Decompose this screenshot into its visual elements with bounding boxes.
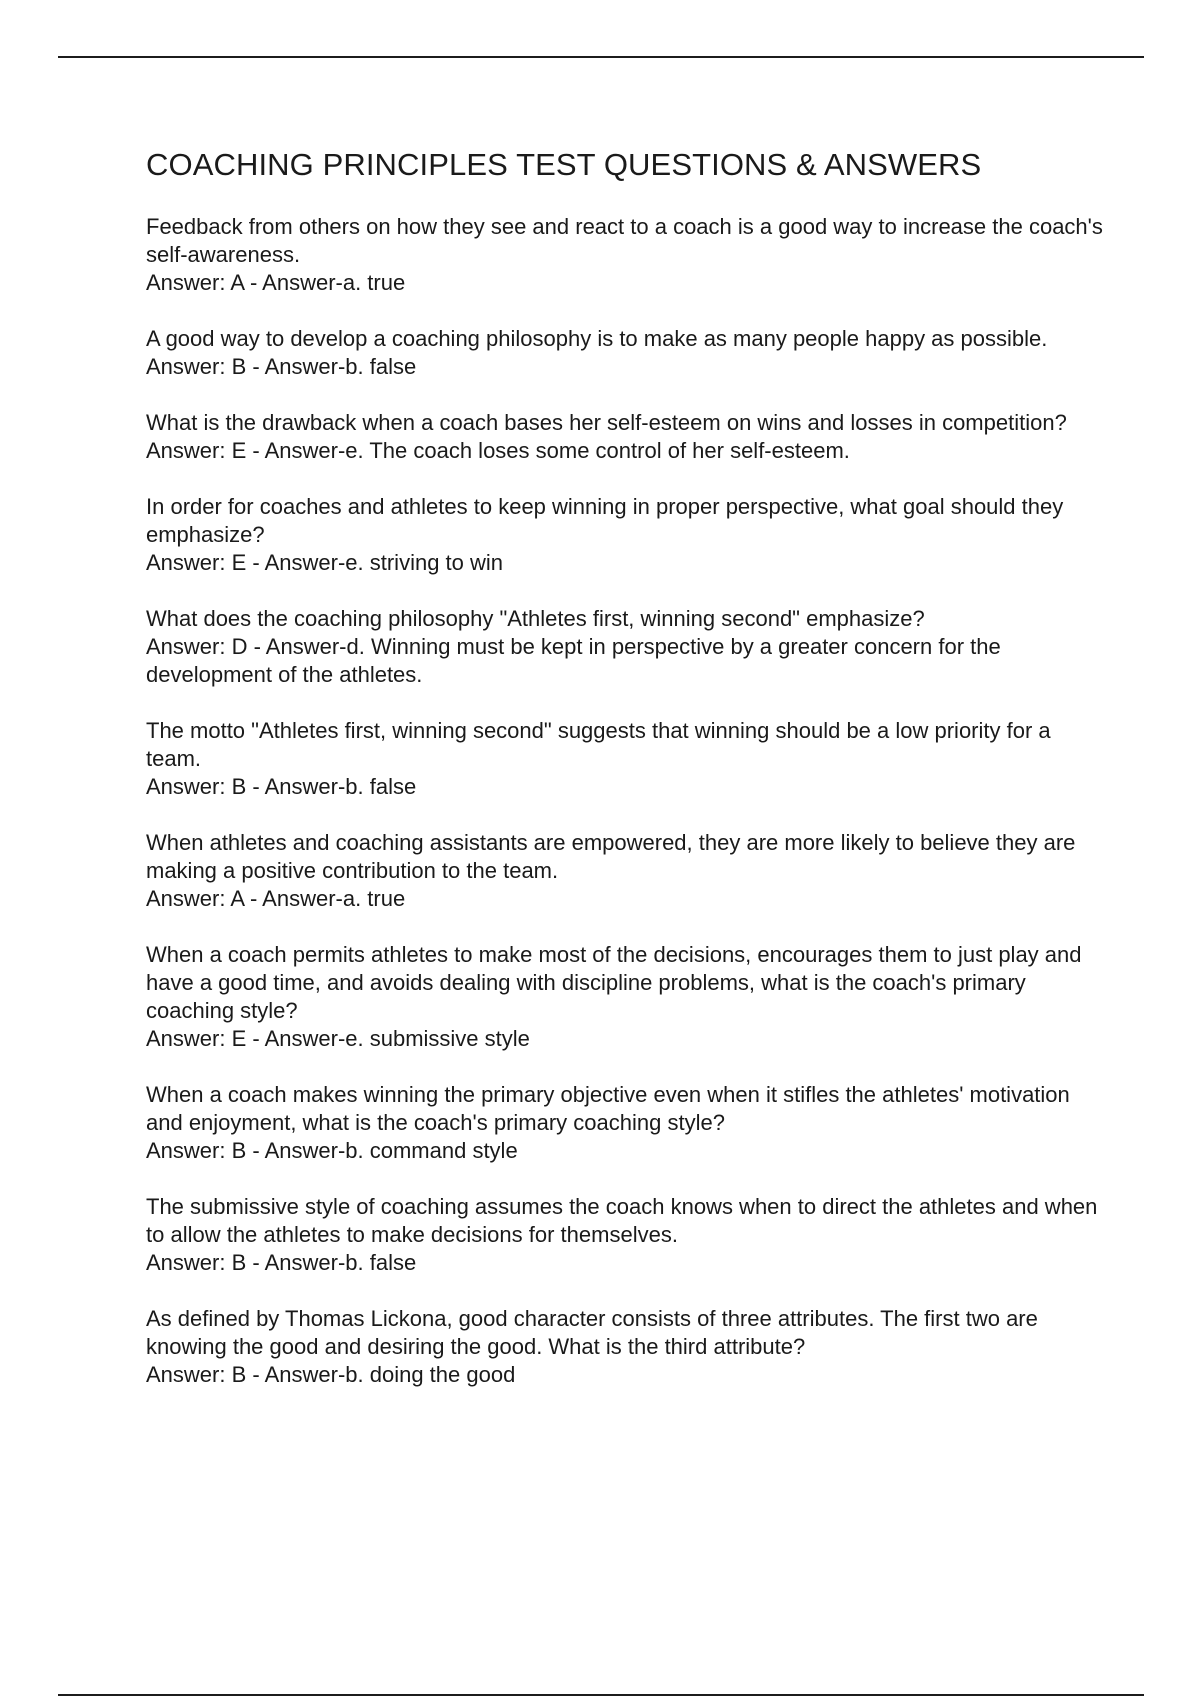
question-text: In order for coaches and athletes to keep winning in proper perspective, what goal should they emphasize? <box>146 494 1064 547</box>
qa-item-2 <box>146 325 1106 381</box>
answer-text: Answer: B - Answer-b. doing the good <box>146 1362 516 1387</box>
answer-text: Answer: E - Answer-e. submissive style <box>146 1026 530 1051</box>
document-title: COACHING PRINCIPLES TEST QUESTIONS & ANSWERS <box>146 147 982 182</box>
answer-text: Answer: B - Answer-b. false <box>146 1250 417 1275</box>
qa-item-6 <box>146 717 1106 801</box>
question-text: A good way to develop a coaching philosophy is to make as many people happy as possible. <box>146 326 1048 351</box>
page-content <box>146 143 1106 1417</box>
qa-item-3 <box>146 409 1106 465</box>
answer-text: Answer: B - Answer-b. false <box>146 354 417 379</box>
qa-item-8 <box>146 941 1106 1053</box>
qa-item-9 <box>146 1081 1106 1165</box>
question-text: What is the drawback when a coach bases her self-esteem on wins and losses in competition? <box>146 410 1067 435</box>
question-text: Feedback from others on how they see and react to a coach is a good way to increase the coach's self-awareness. <box>146 214 1103 267</box>
top-divider <box>58 56 1144 58</box>
qa-item-11 <box>146 1305 1106 1389</box>
answer-text: Answer: B - Answer-b. false <box>146 774 417 799</box>
qa-item-5 <box>146 605 1106 689</box>
answer-text: Answer: A - Answer-a. true <box>146 886 406 911</box>
bottom-divider <box>58 1694 1144 1696</box>
qa-item-10 <box>146 1193 1106 1277</box>
answer-text: Answer: A - Answer-a. true <box>146 270 406 295</box>
question-text: When a coach permits athletes to make most of the decisions, encourages them to just play and have a good time, and avoids dealing with discipline problems, what is the coach's primary coaching style? <box>146 942 1082 1023</box>
qa-list <box>146 213 1106 1389</box>
question-text: When a coach makes winning the primary objective even when it stifles the athletes' motivation and enjoyment, what is the coach's primary coaching style? <box>146 1082 1070 1135</box>
answer-text: Answer: E - Answer-e. The coach loses some control of her self-esteem. <box>146 438 850 463</box>
answer-text: Answer: B - Answer-b. command style <box>146 1138 518 1163</box>
question-text: The submissive style of coaching assumes the coach knows when to direct the athletes and when to allow the athletes to make decisions for themselves. <box>146 1194 1098 1247</box>
question-text: When athletes and coaching assistants are empowered, they are more likely to believe they are making a positive contribution to the team. <box>146 830 1076 883</box>
question-text: What does the coaching philosophy "Athletes first, winning second" emphasize? <box>146 606 925 631</box>
qa-item-4 <box>146 493 1106 577</box>
question-text: As defined by Thomas Lickona, good character consists of three attributes. The first two are knowing the good and desiring the good. What is the third attribute? <box>146 1306 1038 1359</box>
answer-text: Answer: D - Answer-d. Winning must be kept in perspective by a greater concern for the development of the athletes. <box>146 634 1001 687</box>
qa-item-1 <box>146 213 1106 297</box>
answer-text: Answer: E - Answer-e. striving to win <box>146 550 504 575</box>
question-text: The motto "Athletes first, winning second" suggests that winning should be a low priority for a team. <box>146 718 1051 771</box>
qa-item-7 <box>146 829 1106 913</box>
